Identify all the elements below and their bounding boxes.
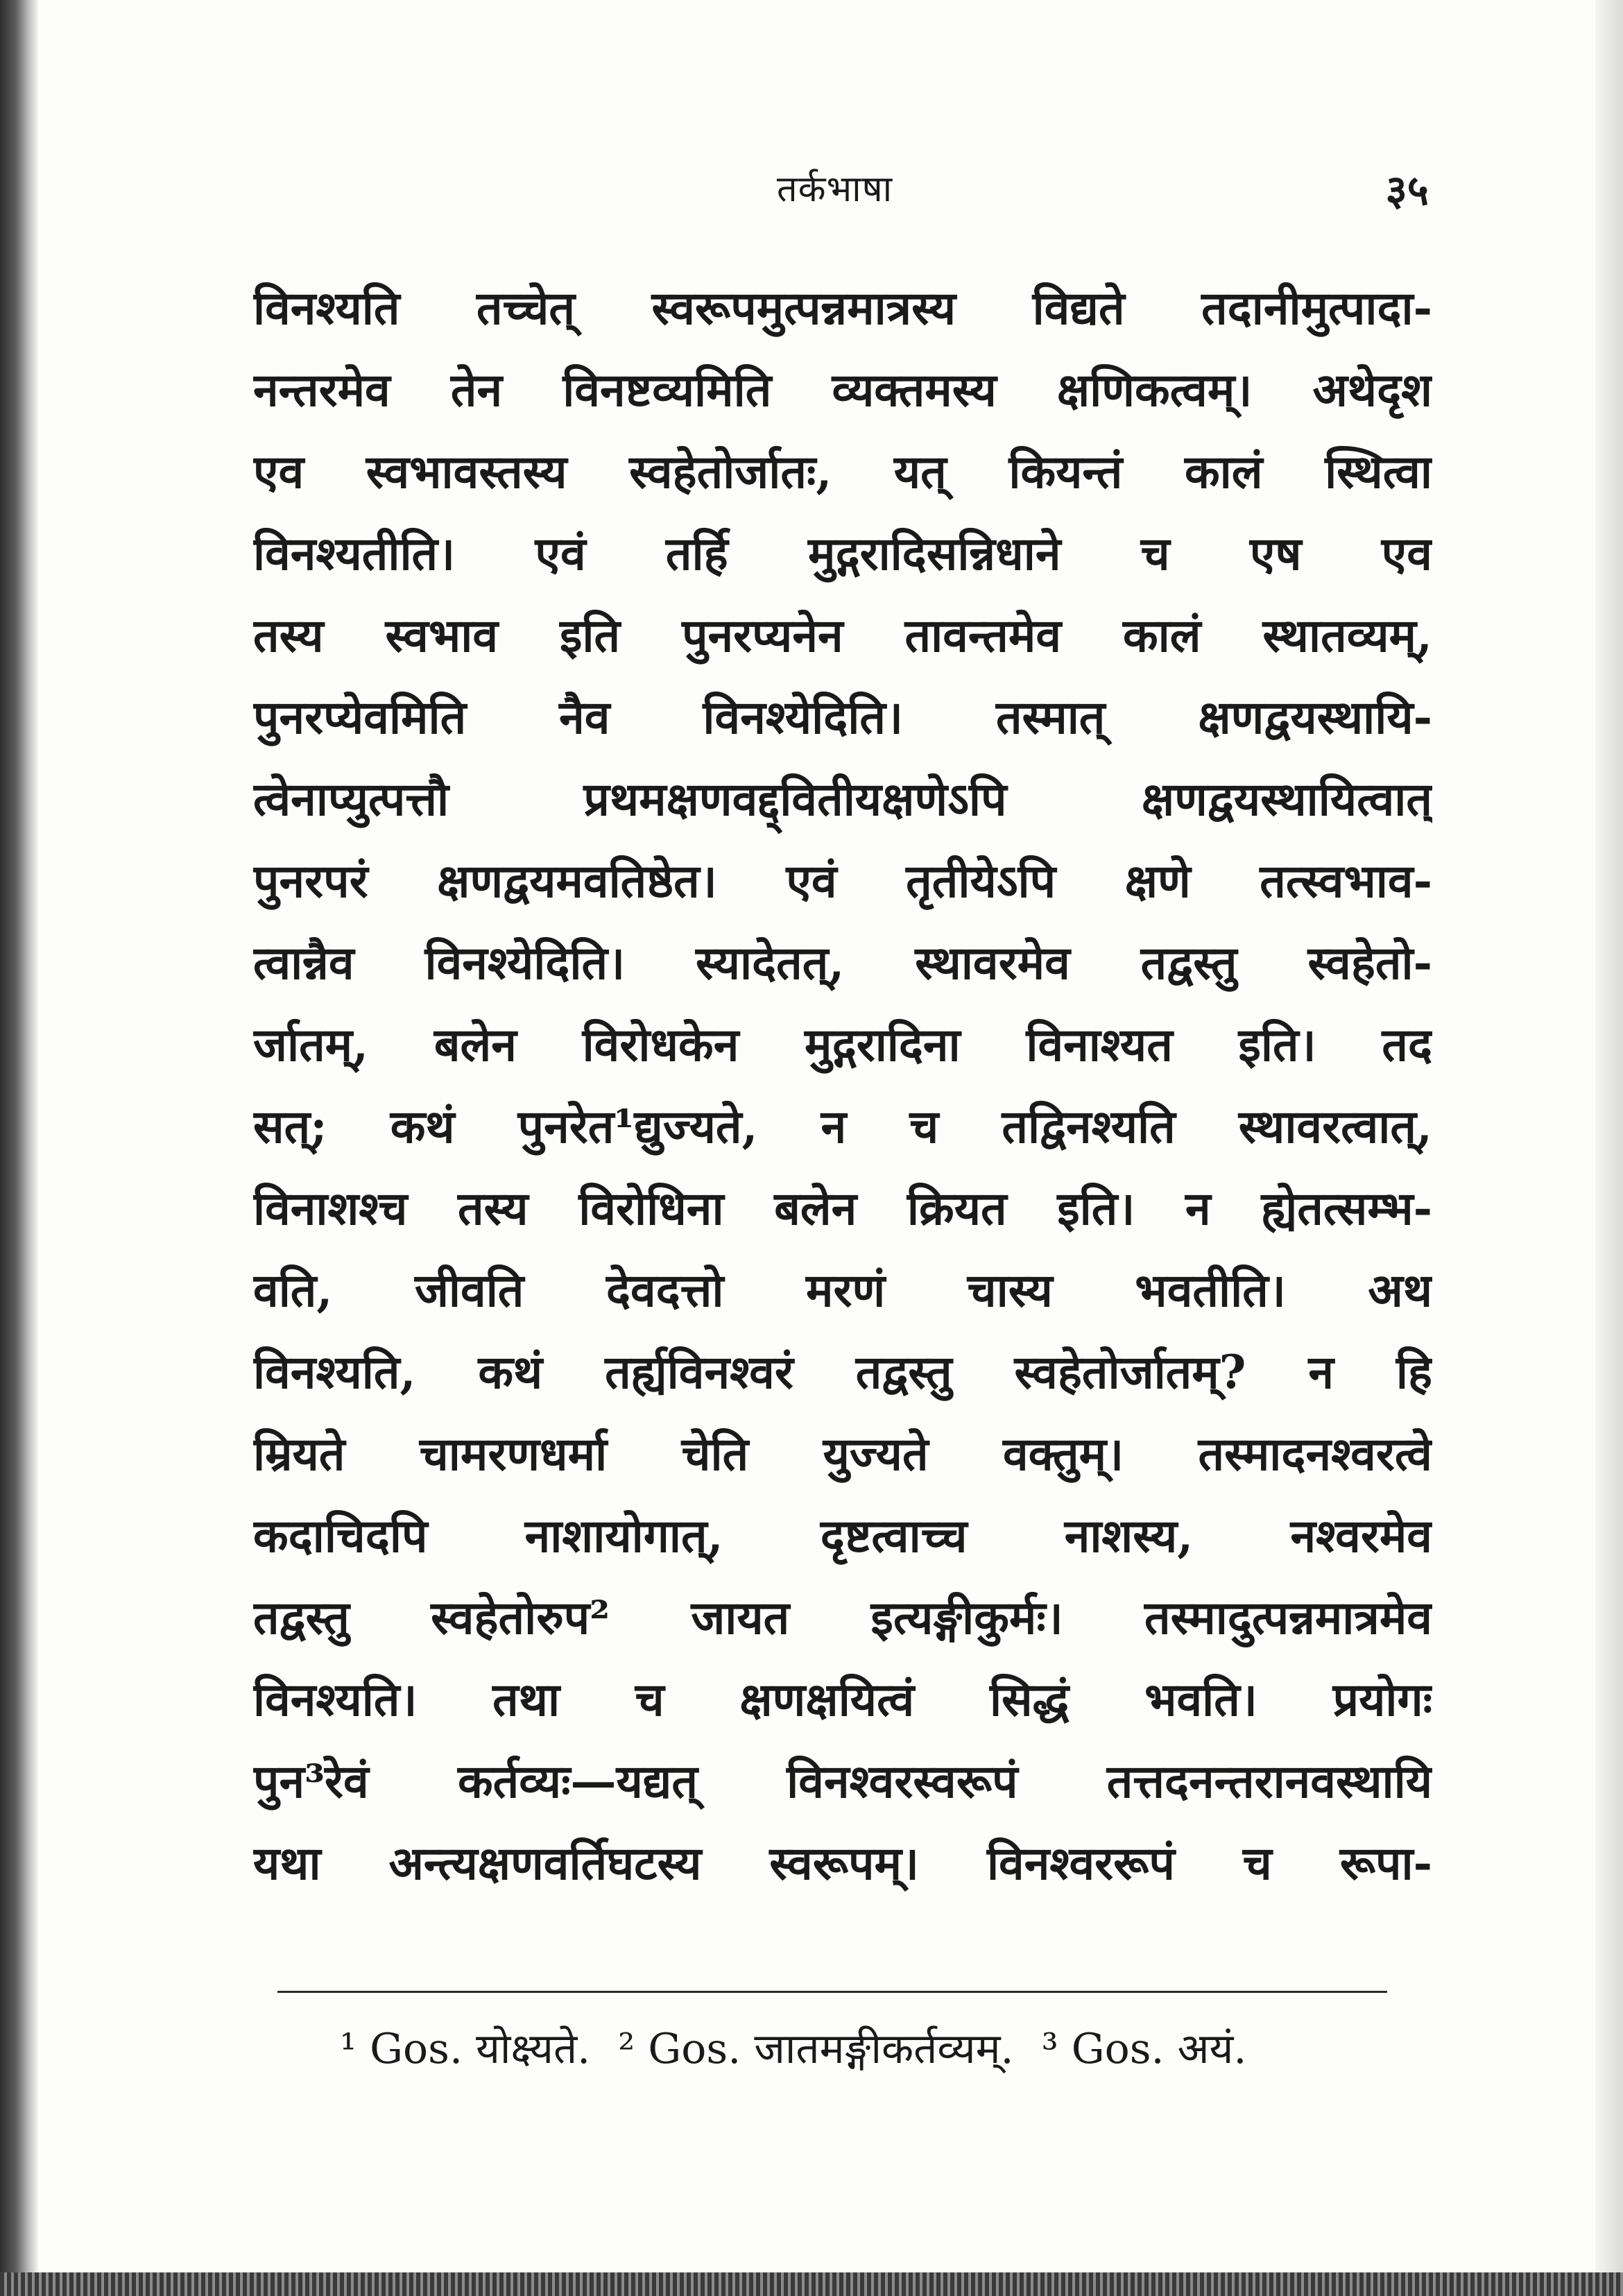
- text-line: वति, जीवति देवदत्तो मरणं चास्य भवतीति। अथ: [253, 1263, 1432, 1317]
- text-line: र्जातम्, बलेन विरोधकेन मुद्गरादिना विनाश्यत इति। तद: [253, 1018, 1432, 1072]
- footnote: ² Gos. जातमङ्गीकर्तव्यम्.: [618, 2025, 1014, 2073]
- body-text: [253, 267, 1432, 1904]
- text-line: तस्य स्वभाव इति पुनरप्यनेन तावन्तमेव कालं स्थातव्यम्,: [253, 608, 1432, 662]
- text-line: पुनरप्येवमिति नैव विनश्येदिति। तस्मात् क्षणद्वयस्थायि-: [253, 690, 1432, 744]
- text-line: पुनरपरं क्षणद्वयमवतिष्ठेत। एवं तृतीयेऽपि क्षणे तत्स्वभाव-: [253, 854, 1432, 908]
- page-number: ३५: [1385, 166, 1429, 215]
- text-line: कदाचिदपि नाशायोगात्, दृष्टत्वाच्च नाशस्य, नश्वरमेव: [253, 1509, 1432, 1563]
- text-line: विनश्यति तच्चेत् स्वरूपमुत्पन्नमात्रस्य विद्यते तदानीमुत्पादा-: [253, 281, 1432, 335]
- text-line: पुन³रेवं कर्तव्यः—यद्यत् विनश्वरस्वरूपं तत्तदनन्तरानवस्थायि: [253, 1754, 1432, 1808]
- footnote: ³ Gos. अयं.: [1041, 2025, 1247, 2073]
- text-line: विनाशश्च तस्य विरोधिना बलेन क्रियत इति। न ह्येतत्सम्भ-: [253, 1181, 1432, 1235]
- page-header: [250, 163, 1429, 219]
- text-line: म्रियते चामरणधर्मा चेति युज्यते वक्तुम्। तस्मादनश्वरत्वे: [253, 1427, 1432, 1481]
- binding-edge-left: [0, 0, 38, 2296]
- footnote: ¹ Gos. योक्ष्यते.: [340, 2025, 591, 2073]
- text-line: एव स्वभावस्तस्य स्वहेतोर्जातः, यत् कियन्तं कालं स्थित्वा: [253, 445, 1432, 499]
- text-line: नन्तरमेव तेन विनष्टव्यमिति व्यक्तमस्य क्षणिकत्वम्। अथेदृश: [253, 363, 1432, 417]
- text-line: त्वेनाप्युत्पत्तौ प्रथमक्षणवद्द्वितीयक्षणेऽपि क्षणद्वयस्थायित्वात्: [253, 772, 1432, 826]
- binding-edge-right: [1595, 0, 1623, 2296]
- running-title: तर्कभाषा: [777, 169, 893, 210]
- text-line: तद्वस्तु स्वहेतोरुप² जायत इत्यङ्गीकुर्मः। तस्मादुत्पन्नमात्रमेव: [253, 1591, 1432, 1645]
- footnotes: [340, 2019, 1380, 2075]
- text-line: सत्; कथं पुनरेत¹द्युज्यते, न च तद्विनश्यति स्थावरत्वात्,: [253, 1099, 1432, 1154]
- text-line: यथा अन्त्यक्षणवर्तिघटस्य स्वरूपम्। विनश्वररूपं च रूपा-: [253, 1836, 1432, 1890]
- scan-bottom-edge: [0, 2272, 1623, 2296]
- text-line: विनश्यति। तथा च क्षणक्षयित्वं सिद्धं भवति। प्रयोगः: [253, 1672, 1432, 1727]
- text-line: विनश्यतीति। एवं तर्हि मुद्गरादिसन्निधाने च एष एव: [253, 526, 1432, 581]
- text-line: विनश्यति, कथं तर्ह्यविनश्वरं तद्वस्तु स्वहेतोर्जातम्? न हि: [253, 1345, 1432, 1399]
- footnote-divider: [277, 1991, 1387, 1993]
- text-line: त्वान्नैव विनश्येदिति। स्यादेतत्, स्थावरमेव तद्वस्तु स्वहेतो-: [253, 936, 1432, 990]
